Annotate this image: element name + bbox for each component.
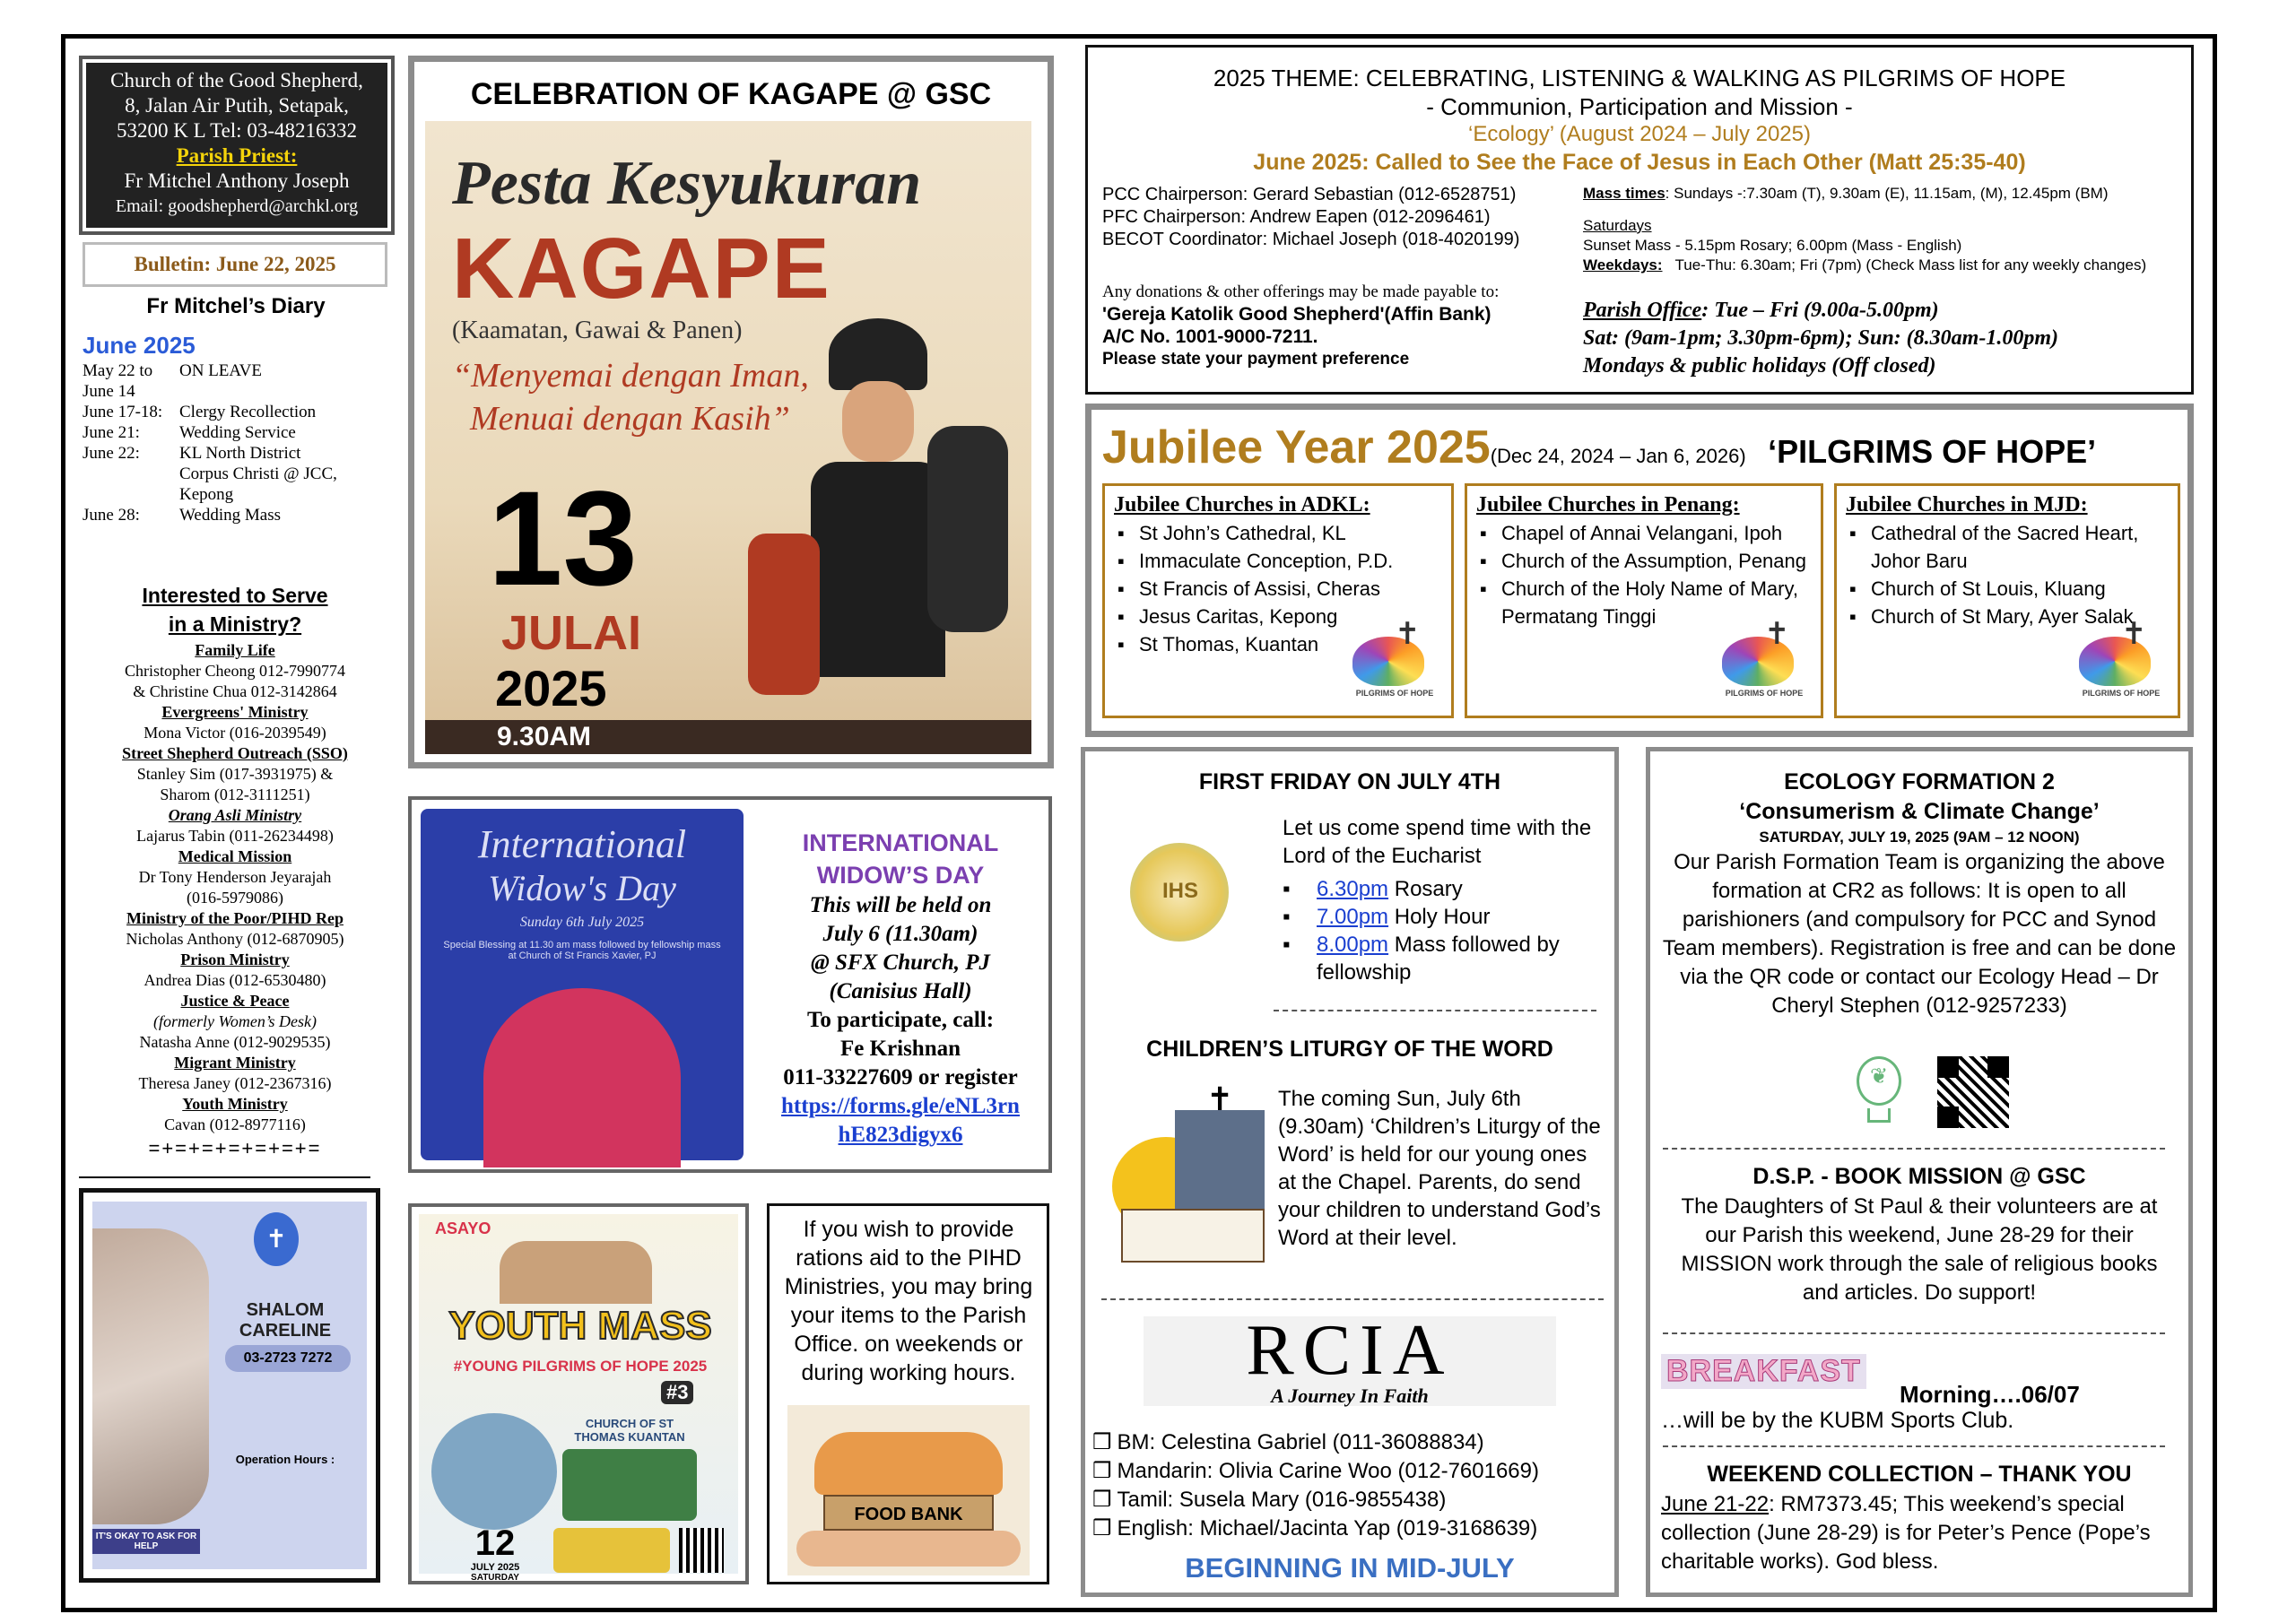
jubilee-column <box>1102 483 1454 718</box>
collection-date: June 21-22 <box>1661 1492 1770 1516</box>
ministry-contact: (formerly Women’s Desk) <box>153 1012 317 1030</box>
widow-line-1: This will be held on <box>809 893 992 917</box>
widow-title-2: WIDOW’S DAY <box>816 862 985 889</box>
jubilee-motto: ‘PILGRIMS OF HOPE’ <box>1768 433 2097 470</box>
jubilee-logo-text: PILGRIMS OF HOPE <box>1355 689 1434 698</box>
ministry-heading: Prison Ministry <box>180 950 290 968</box>
shalom-careline-box <box>79 1188 380 1583</box>
food-bank-text: If you wish to provide rations aid to the PIHD Ministries, you may bring your items to the Parish Office. on weekends or during working hours. <box>784 1217 1033 1385</box>
jubilee-church: ▪ Church of the Assumption, Penang <box>1501 547 1812 575</box>
ministry-contact: Christopher Cheong 012-7990774 <box>125 662 345 680</box>
food-bank-image <box>787 1405 1030 1575</box>
ministry-heading: Justice & Peace <box>180 992 290 1010</box>
widow-line-5: To participate, call: <box>806 1008 995 1032</box>
jubilee-church: ▪ Chapel of Annai Velangani, Ipoh <box>1501 519 1812 547</box>
rcia-contact: ❒ BM: Celestina Gabriel (011-36088834) <box>1092 1430 1484 1454</box>
right-column-box <box>1646 747 2193 1597</box>
ministry-contact: & Christine Chua 012-3142864 <box>133 682 337 700</box>
kagape-time: 9.30AM <box>425 720 1031 754</box>
widow-register-link-2[interactable]: hE823digyx6 <box>838 1123 963 1147</box>
diary-entry: May 22 to ON LEAVE <box>83 361 263 380</box>
rcia-contact: ❒ English: Michael/Jacinta Yap (019-3168639) <box>1092 1516 1538 1541</box>
diary-title: Fr Mitchel’s Diary <box>146 294 326 318</box>
jubilee-logo: ✝ PILGRIMS OF HOPE <box>2072 619 2170 708</box>
kagape-pesta: Pesta Kesyukuran <box>452 149 922 218</box>
separator <box>1663 1445 2165 1447</box>
sunset-mass: Sunset Mass - 5.15pm Rosary; 6.00pm (Mass - English) <box>1583 237 1962 254</box>
church-photo <box>431 1413 557 1530</box>
widow-title-1: INTERNATIONAL <box>802 829 999 856</box>
shalom-tagline: IT'S OKAY TO ASK FOR HELP <box>92 1529 200 1554</box>
widow-register-link-1[interactable]: https://forms.gle/eNL3rn <box>781 1094 1020 1118</box>
dancers-illustration <box>730 300 1017 713</box>
widow-line-3: @ SFX Church, PJ <box>810 950 991 975</box>
committee-list <box>1102 184 1587 251</box>
dove-icon: ✝ <box>254 1212 299 1266</box>
theme-line-1: 2025 THEME: CELEBRATING, LISTENING & WALKING AS PILGRIMS OF HOPE <box>1213 65 2066 91</box>
widow-line-7: 011-33227609 or register <box>783 1065 1018 1089</box>
jubilee-dates: (Dec 24, 2024 – Jan 6, 2026) <box>1490 445 1746 467</box>
ecology-qr-code[interactable] <box>1937 1056 2009 1128</box>
pfc-chair: PFC Chairperson: Andrew Eapen (012-2096461) <box>1102 207 1491 227</box>
widow-img-date: Sunday 6th July 2025 <box>519 915 645 930</box>
jubilee-logo-text: PILGRIMS OF HOPE <box>2082 689 2161 698</box>
ministry-contact: Cavan (012-8977116) <box>164 1115 306 1133</box>
shalom-hours-label: Operation Hours : <box>235 1453 335 1466</box>
theme-line-2: - Communion, Participation and Mission - <box>1426 93 1853 120</box>
diary-entry: June 22: KL North District <box>83 444 301 463</box>
ministry-heading: Family Life <box>195 641 275 659</box>
friday-intro: Let us come spend time with the Lord of the Eucharist <box>1283 816 1592 868</box>
jubilee-column-heading: Jubilee Churches in ADKL: <box>1114 493 1370 516</box>
payment-preference: Please state your payment preference <box>1102 350 1410 369</box>
ministry-heading: Medical Mission <box>178 847 292 865</box>
jubilee-column-heading: Jubilee Churches in Penang: <box>1476 493 1740 516</box>
friday-item: ▪ 8.00pm Mass followed by fellowship <box>1283 933 1560 985</box>
jubilee-church: ▪ Church of St Mary, Ayer Salak <box>1871 603 2169 630</box>
bank-account: A/C No. 1001-9000-7211. <box>1102 326 1318 347</box>
jubilee-logo: ✝ PILGRIMS OF HOPE <box>1715 619 1813 708</box>
theme-line-3: ‘Ecology’ (August 2024 – July 2025) <box>1467 122 1811 146</box>
jubilee-box <box>1085 404 2194 737</box>
jubilee-logo: ✝ PILGRIMS OF HOPE <box>1345 619 1444 708</box>
friday-item: ▪ 7.00pm Holy Hour <box>1283 905 1491 929</box>
jubilee-church: ▪ St John’s Cathedral, KL <box>1139 519 1442 547</box>
widow-line-4: (Canisius Hall) <box>829 979 972 1003</box>
shalom-brand: SHALOM CARELINE <box>239 1300 332 1341</box>
kagape-box <box>408 56 1054 768</box>
widow-day-details <box>752 827 1048 1150</box>
donation-note: Any donations & other offerings may be made payable to: <box>1102 282 1500 301</box>
ministry-heading: Ministry of the Poor/PIHD Rep <box>126 909 344 927</box>
office-hours-text: : Tue – Fri (9.00a-5.00pm) <box>1701 299 1939 322</box>
ministry-heading: Youth Ministry <box>182 1095 288 1113</box>
rcia-letters: RCIA <box>1246 1311 1454 1390</box>
widow-line-6: Fe Krishnan <box>839 1037 961 1061</box>
friday-title: FIRST FRIDAY ON JULY 4TH <box>1198 769 1501 794</box>
weekdays-label: Weekdays: <box>1583 256 1663 273</box>
breakfast-by: …will be by the KUBM Sports Club. <box>1661 1408 2014 1433</box>
kagape-year: 2025 <box>495 660 607 716</box>
diary-entry: Corpus Christi @ JCC, <box>179 464 337 483</box>
youth-options <box>553 1528 670 1573</box>
ministry-heading: Orang Asli Ministry <box>168 806 302 824</box>
rcia-contact: ❒ Tamil: Susela Mary (016-9855438) <box>1092 1488 1447 1512</box>
youth-num: #3 <box>661 1381 693 1404</box>
diary-entry: June 28: Wedding Mass <box>83 506 281 525</box>
theme-line-4: June 2025: Called to See the Face of Jesus in Each Other (Matt 25:35-40) <box>1253 150 2026 175</box>
youth-church: CHURCH OF ST THOMAS KUANTAN <box>574 1417 685 1444</box>
diary-entry: June 14 <box>83 382 135 401</box>
friday-time: 7.00pm <box>1317 905 1389 929</box>
kagape-heading: CELEBRATION OF KAGAPE @ GSC <box>470 77 992 111</box>
church-address-2: 53200 K L Tel: 03-48216332 <box>117 119 357 142</box>
dsp-text: The Daughters of St Paul & their volunteers are at our Parish this weekend, June 28-29 for their MISSION work through the sale of religious books and articles. Do support! <box>1681 1194 2158 1305</box>
silhouette-image <box>483 988 681 1167</box>
diary-entry: June 17-18: Clergy Recollection <box>83 403 317 421</box>
jubilee-column <box>1834 483 2180 718</box>
office-sat-sun: Sat: (9am-1pm; 3.30pm-6pm); Sun: (8.30am-1.00pm) <box>1583 326 2058 350</box>
jubilee-church: ▪ St Thomas, Kuantan <box>1139 630 1442 658</box>
children-title: CHILDREN’S LITURGY OF THE WORD <box>1146 1037 1553 1062</box>
diary-list <box>83 360 396 525</box>
food-bank-label: FOOD BANK <box>823 1495 994 1531</box>
church-info-box <box>79 56 395 235</box>
youth-figures <box>500 1241 652 1304</box>
separator <box>1101 1298 1604 1300</box>
shalom-phone: 03-2723 7272 <box>225 1345 351 1372</box>
kagape-name: KAGAPE <box>452 221 831 317</box>
youth-schedule <box>562 1449 697 1521</box>
bulletin-date: Bulletin: June 22, 2025 <box>83 242 387 287</box>
kagape-poster <box>425 121 1031 754</box>
ministry-contact: Theresa Janey (012-2367316) <box>138 1074 332 1092</box>
jubilee-title: Jubilee Year 2025 <box>1102 421 1491 473</box>
priest-name: Fr Mitchel Anthony Joseph <box>124 169 350 192</box>
friday-time: 6.30pm <box>1317 877 1389 901</box>
separator <box>1663 1148 2165 1150</box>
diary-month: June 2025 <box>83 332 196 359</box>
becot-coordinator: BECOT Coordinator: Michael Joseph (018-4020199) <box>1102 230 1520 249</box>
ministry-contact: Mona Victor (016-2039549) <box>144 724 326 742</box>
youth-subtitle: #YOUNG PILGRIMS OF HOPE 2025 <box>453 1358 708 1375</box>
ministry-section <box>83 581 387 1160</box>
ecology-subtitle: ‘Consumerism & Climate Change’ <box>1739 799 2100 824</box>
helping-hands-image <box>92 1228 209 1524</box>
widow-line-2: July 6 (11.30am) <box>822 922 978 946</box>
bank-name: 'Gereja Katolik Good Shepherd'(Affin Bank) <box>1102 304 1492 325</box>
separator <box>1274 1010 1596 1011</box>
rcia-logo <box>1144 1311 1556 1407</box>
separator <box>1663 1332 2165 1334</box>
office-line <box>1583 297 2193 325</box>
ministry-heading: Street Shepherd Outreach (SSO) <box>122 744 348 762</box>
weekday-times: Tue-Thu: 6.30am; Fri (7pm) (Check Mass list for any weekly changes) <box>1674 256 2147 273</box>
friday-details <box>1283 814 1605 986</box>
ministry-contact: Nicholas Anthony (012-6870905) <box>126 930 344 948</box>
ministry-title-1: Interested to Serve <box>142 584 328 607</box>
jubilee-church: ▪ Cathedral of the Sacred Heart, Johor Baru <box>1871 519 2169 575</box>
middle-column-box <box>1081 747 1619 1597</box>
ministry-contact: Dr Tony Henderson Jeyarajah <box>138 868 332 886</box>
ministry-heading: Migrant Ministry <box>174 1054 296 1072</box>
youth-org: ASAYO <box>435 1219 491 1237</box>
youth-day: 12 <box>474 1523 516 1563</box>
ecology-date: SATURDAY, JULY 19, 2025 (9AM – 12 NOON) <box>1759 829 2080 846</box>
jubilee-church: ▪ Church of St Louis, Kluang <box>1871 575 2169 603</box>
breakfast-word: BREAKFAST <box>1661 1354 1866 1389</box>
qr-code-icon <box>679 1528 724 1573</box>
kagape-sub: (Kaamatan, Gawai & Panen) <box>452 317 743 344</box>
kagape-day: 13 <box>488 463 638 613</box>
friday-item: ▪ 6.30pm Rosary <box>1283 877 1463 901</box>
dsp-title: D.S.P. - BOOK MISSION @ GSC <box>1752 1164 2086 1189</box>
ministry-contact: Natasha Anne (012-9029535) <box>139 1033 331 1051</box>
diary-entry: Kepong <box>179 485 234 504</box>
breakfast-morning: Morning….06/07 <box>1900 1381 2080 1408</box>
ministry-contact: (016-5979086) <box>187 889 283 907</box>
mass-times-label: Mass times <box>1583 185 1665 202</box>
kagape-motto-1: “Menyemai dengan Iman, <box>452 357 809 395</box>
church-name: Church of the Good Shepherd, <box>110 69 363 91</box>
widow-day-box <box>408 796 1052 1173</box>
widow-img-title-1: International <box>477 822 687 866</box>
weekday-masses <box>1583 256 2193 275</box>
jubilee-church: ▪ Jesus Caritas, Kepong <box>1139 603 1442 630</box>
diary-entry: June 21: Wedding Service <box>83 423 296 442</box>
priest-label: Parish Priest: <box>176 144 298 167</box>
sunday-masses: Mass times: Sundays -:7.30am (T), 9.30am (E), 11.15am, (M), 12.45pm (BM) <box>1583 185 2109 202</box>
food-bank-box <box>767 1203 1049 1584</box>
donation-info <box>1102 281 1587 370</box>
theme-box <box>1085 45 2194 395</box>
office-hours <box>1583 297 2193 380</box>
ministry-divider: =+=+=+=+=+=+= <box>148 1137 322 1159</box>
jubilee-church: ▪ St Francis of Assisi, Cheras <box>1139 575 1442 603</box>
youth-month: JULY 2025 <box>470 1562 520 1573</box>
rcia-contacts <box>1092 1428 1622 1543</box>
pcc-chair: PCC Chairperson: Gerard Sebastian (012-6528751) <box>1102 185 1517 204</box>
kagape-motto-2: Menuai dengan Kasih” <box>470 400 790 438</box>
ecology-title: ECOLOGY FORMATION 2 <box>1784 769 2055 794</box>
collection-title: WEEKEND COLLECTION – THANK YOU <box>1707 1462 2132 1487</box>
office-closed: Mondays & public holidays (Off closed) <box>1583 354 1936 378</box>
jubilee-church: ▪ Immaculate Conception, P.D. <box>1139 547 1442 575</box>
ministry-contact: Stanley Sim (017-3931975) & <box>136 765 334 783</box>
jubilee-column <box>1465 483 1823 718</box>
widow-img-desc: Special Blessing at 11.30 am mass followed by fellowship mass at Church of St Francis Xavier, PJ <box>443 940 721 961</box>
lightbulb-icon: ❦ <box>1848 1056 1910 1128</box>
jubilee-church: ▪ Church of the Holy Name of Mary, Permatang Tinggi <box>1501 575 1812 630</box>
ecology-text: Our Parish Formation Team is organizing the above formation at CR2 as follows: It is open to all parishioners (and compulsory for PCC and Synod Team members). Registration is free and can be done via the QR code or contact our Ecology Head – Dr Cheryl Stephen (012-9257233) <box>1662 850 2177 1018</box>
church-email: Email: goodshepherd@archkl.org <box>115 196 359 216</box>
widow-img-title-2: Widow's Day <box>488 868 676 908</box>
jubilee-header <box>1102 421 2179 474</box>
widow-day-image <box>421 809 744 1160</box>
youth-title: YOUTH MASS <box>448 1304 712 1348</box>
collection-details: : RM7373.45; This weekend’s special collection (June 28-29) is for Peter’s Pence (Pope’s charitable works). God bless. <box>1661 1492 2151 1574</box>
ministry-heading: Evergreens' Ministry <box>161 703 309 721</box>
sunday-times: Sundays -:7.30am (T), 9.30am (E), 11.15am, (M), 12.45pm (BM) <box>1674 185 2109 202</box>
rcia-begin: BEGINNING IN MID-JULY <box>1185 1552 1515 1584</box>
youth-mass-box <box>408 1203 749 1584</box>
divider-line <box>79 1176 370 1178</box>
ministry-contact: Sharom (012-3111251) <box>160 785 310 803</box>
kagape-month: JULAI <box>501 606 642 660</box>
ministry-list <box>83 640 387 1135</box>
ministry-title-2: in a Ministry? <box>168 612 302 636</box>
church-address-1: 8, Jalan Air Putih, Setapak, <box>125 94 349 117</box>
eucharist-image: IHS <box>1112 816 1242 973</box>
ministry-contact: Andrea Dias (012-6530480) <box>144 971 326 989</box>
collection-text <box>1661 1490 2181 1576</box>
rcia-contact: ❒ Mandarin: Olivia Carine Woo (012-7601669) <box>1092 1459 1539 1483</box>
office-label: Parish Office <box>1583 299 1702 322</box>
youth-weekday: SATURDAY <box>471 1573 519 1583</box>
mass-times <box>1583 184 2193 275</box>
rcia-tagline: A Journey In Faith <box>1271 1384 1429 1407</box>
jubilee-column-heading: Jubilee Churches in MJD: <box>1846 493 2088 516</box>
saturday-label: Saturdays <box>1583 217 1652 234</box>
church-illustration: ✝ <box>1112 1083 1265 1267</box>
friday-time: 8.00pm <box>1317 933 1389 957</box>
jubilee-logo-text: PILGRIMS OF HOPE <box>1725 689 1804 698</box>
children-text: The coming Sun, July 6th (9.30am) ‘Children’s Liturgy of the Word’ is held for our young ones at the Chapel. Parents, do send your children to understand God’s Word at their level. <box>1278 1087 1601 1250</box>
ministry-contact: Lajarus Tabin (011-26234498) <box>136 827 334 845</box>
